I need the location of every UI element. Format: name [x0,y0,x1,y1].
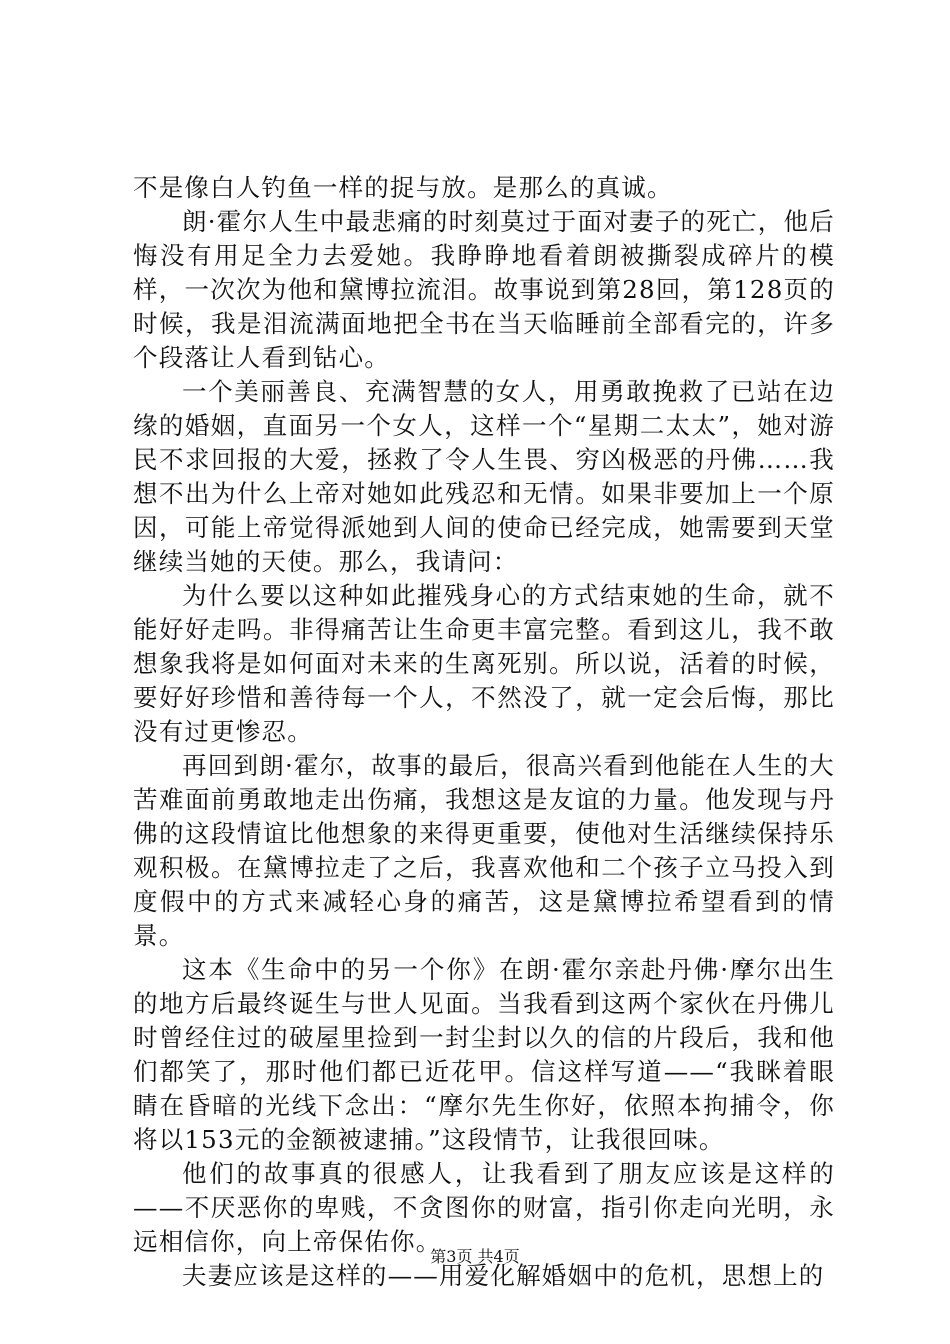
paragraph-8: 夫妻应该是这样的——用爱化解婚姻中的危机，思想上的 [182,1261,825,1290]
paragraph-1: 不是像白人钓鱼一样的捉与放。是那么的真诚。 [133,173,673,202]
paragraph-6: 这本《生命中的另一个你》在朗·霍尔亲赴丹佛·摩尔出生的地方后最终诞生与世人见面。当我看到这两个家伙在丹佛儿时曾经住过的破屋里捡到一封尘封以久的信的片段后，我和他们都笑了，那时他们都已近花甲。信这样写道——“我眯着眼睛在昏暗的光线下念出：“摩尔先生你好，依照本拘捕令，你将以153元的金额被逮捕。”这段情节，让我很回味。 [133,955,835,1154]
paragraph-3: 一个美丽善良、充满智慧的女人，用勇敢挽救了已站在边缘的婚姻，直面另一个女人，这样一个“星期二太太”，她对游民不求回报的大爱，拯救了令人生畏、穷凶极恶的丹佛……我想不出为什么上帝对她如此残忍和无情。如果非要加上一个原因，可能上帝觉得派她到人间的使命已经完成，她需要到天堂继续当她的天使。那么，我请问： [133,377,835,576]
body-text [133,171,835,1293]
paragraph-7: 他们的故事真的很感人，让我看到了朋友应该是这样的——不厌恶你的卑贱，不贪图你的财富，指引你走向光明，永远相信你，向上帝保佑你。 [133,1159,835,1256]
paragraph-5: 再回到朗·霍尔，故事的最后，很高兴看到他能在人生的大苦难面前勇敢地走出伤痛，我想这是友谊的力量。他发现与丹佛的这段情谊比他想象的来得更重要，使他对生活继续保持乐观积极。在黛博拉走了之后，我喜欢他和二个孩子立马投入到度假中的方式来减轻心身的痛苦，这是黛博拉希望看到的情景。 [133,751,835,950]
page-number-footer: 第3页 共4页 [430,1247,520,1266]
paragraph-4: 为什么要以这种如此摧残身心的方式结束她的生命，就不能好好走吗。非得痛苦让生命更丰富完整。看到这儿，我不敢想象我将是如何面对未来的生离死别。所以说，活着的时候，要好好珍惜和善待每一个人，不然没了，就一定会后悔，那比没有过更惨忍。 [133,581,835,746]
paragraph-2: 朗·霍尔人生中最悲痛的时刻莫过于面对妻子的死亡，他后悔没有用足全力去爱她。我睁睁地看着朗被撕裂成碎片的模样，一次次为他和黛博拉流泪。故事说到第28回，第128页的时候，我是泪流满面地把全书在当天临睡前全部看完的，许多个段落让人看到钻心。 [133,207,835,372]
